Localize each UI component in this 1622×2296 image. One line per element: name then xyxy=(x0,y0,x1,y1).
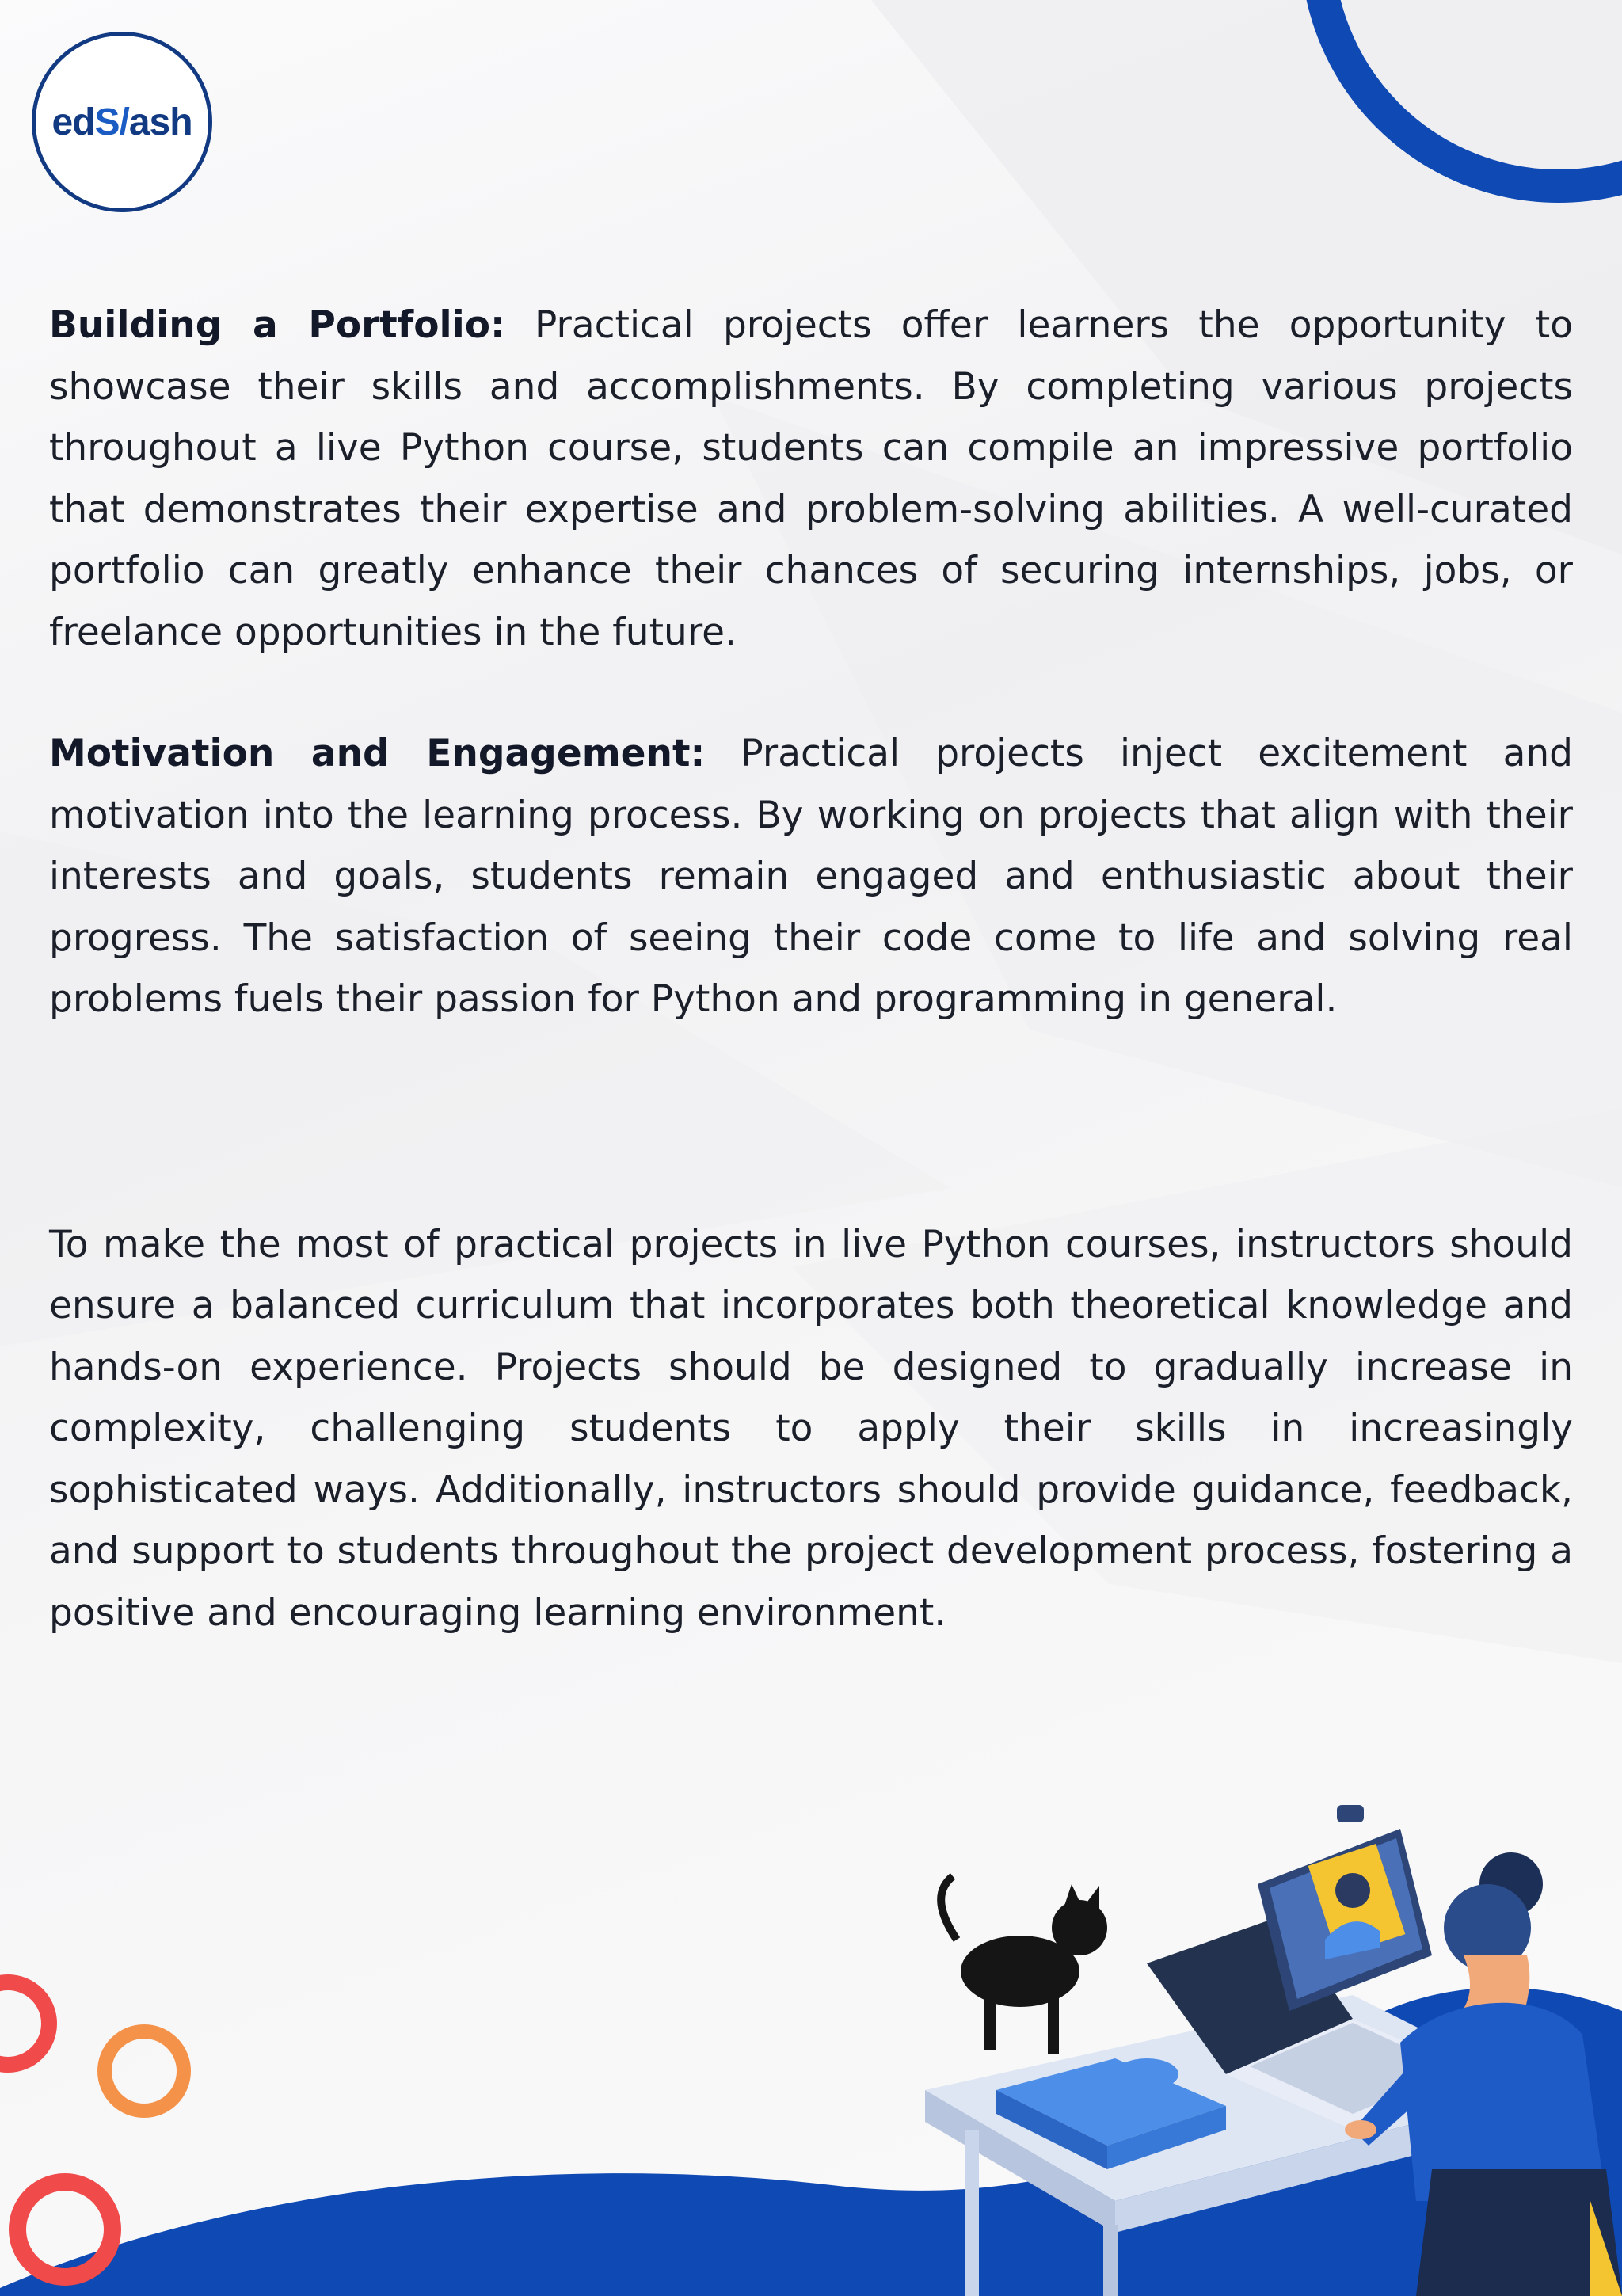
paragraph-instructors xyxy=(49,1214,1573,1644)
paragraph-heading: Motivation and Engagement: xyxy=(49,732,706,775)
ring-red-top xyxy=(0,1964,71,2083)
paragraph-portfolio xyxy=(49,295,1573,663)
student-laptop-illustration xyxy=(909,1757,1622,2296)
top-right-arc xyxy=(1289,0,1622,238)
ring-orange xyxy=(89,2016,200,2127)
paragraph-heading: Building a Portfolio: xyxy=(49,303,505,347)
cat-illustration xyxy=(941,1876,1107,2054)
ring-red-bottom xyxy=(0,2154,135,2289)
main-content xyxy=(49,295,1573,1643)
paragraph-motivation xyxy=(49,723,1573,1030)
logo-badge xyxy=(32,32,212,212)
paragraph-body: Practical projects offer learners the opportunity to showcase their skills and accomplishments. By completing various projects throughout a live Python course, students can compile an impressive portfolio that demonstrates their expertise and problem-solving abilities. A well-curated portfolio can greatly enhance their chances of securing internships, jobs, or freelance opportunities in the future. xyxy=(49,303,1573,654)
logo-text: edS/ash xyxy=(51,101,192,143)
paragraph-body: To make the most of practical projects in live Python courses, instructors should ensure a balanced curriculum that incorporates both theoretical knowledge and hands-on experience. Projects should be designed to gradually increase in complexity, challenging students to apply their skills in increasingly sophisticated ways. Additionally, instructors should provide guidance, feedback, and support to students throughout the project development process, fostering a positive and encouraging learning environment. xyxy=(49,1222,1573,1635)
paragraph-body: Practical projects inject excitement and motivation into the learning process. By working on projects that align with their interests and goals, students remain engaged and enthusiastic about their progress. The satisfaction of seeing their code come to life and solving real problems fuels their passion for Python and programming in general. xyxy=(49,732,1573,1021)
